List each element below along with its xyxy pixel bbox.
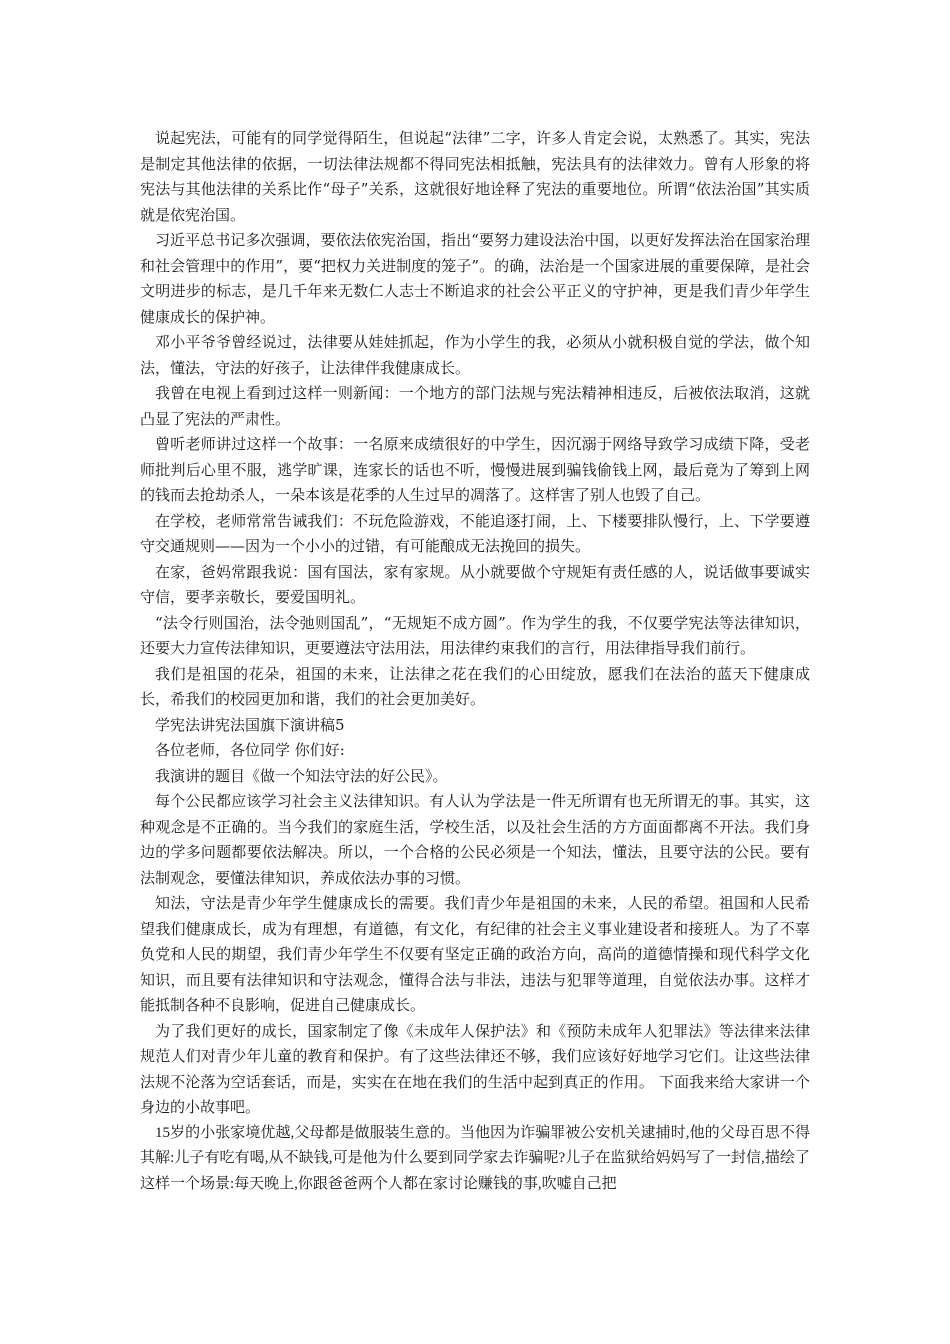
paragraph: 知法，守法是青少年学生健康成长的需要。我们青少年是祖国的未来，人民的希望。祖国和人民希望我们健康成长，成为有理想，有道德，有文化，有纪律的社会主义事业建设者和接班人。为了不辜负党和人民的期望，我们青少年学生不仅要有坚定正确的政治方向，高尚的道德情操和现代科学文化知识，而且要有法律知识和守法观念，懂得合法与非法，违法与犯罪等道理，自觉依法办事。这样才能抵制各种不良影响，促进自己健康成长。 [140, 894, 810, 1014]
document-page [140, 126, 810, 1197]
paragraph: “法令行则国治，法令弛则国乱”，“无规矩不成方圆”。作为学生的我，不仅要学宪法等法律知识，还要大力宣传法律知识，更要遵法守法用法，用法律约束我们的言行，用法律指导我们前行。 [140, 613, 810, 657]
speech-title-line: 我演讲的题目《做一个知法守法的好公民》。 [155, 766, 448, 785]
greeting: 各位老师，各位同学 你们好: [155, 741, 345, 759]
paragraph: 在学校，老师常常告诫我们：不玩危险游戏，不能追逐打闹，上、下楼要排队慢行，上、下学要遵守交通规则——因为一个小小的过错，有可能酿成无法挽回的损失。 [140, 511, 810, 555]
paragraph: 邓小平爷爷曾经说过，法律要从娃娃抓起，作为小学生的我，必须从小就积极自觉的学法，做个知法，懂法，守法的好孩子，让法律伴我健康成长。 [140, 333, 810, 377]
paragraph: 曾听老师讲过这样一个故事：一名原来成绩很好的中学生，因沉溺于网络导致学习成绩下降，受老师批判后心里不服，逃学旷课，连家长的话也不听，慢慢进展到骗钱偷钱上网，最后竟为了筹到上网的钱而去抢劫杀人，一朵本该是花季的人生过早的凋落了。这样害了别人也毁了自己。 [140, 435, 810, 504]
paragraph: 15岁的小张家境优越,父母都是做服装生意的。当他因为诈骗罪被公安机关逮捕时,他的父母百思不得其解:儿子有吃有喝,从不缺钱,可是他为什么要到同学家去诈骗呢?儿子在监狱给妈妈写了一封信,描绘了这样一个场景:每天晚上,你跟爸爸两个人都在家讨论赚钱的事,吹嘘自己把 [140, 1124, 810, 1192]
paragraph: 每个公民都应该学习社会主义法律知识。有人认为学法是一件无所谓有也无所谓无的事。其实，这种观念是不正确的。当今我们的家庭生活，学校生活，以及社会生活的方方面面都离不开法。我们身边的学多问题都要依法解决。所以，一个合格的公民必须是一个知法，懂法，且要守法的公民。要有法制观念，要懂法律知识，养成依法办事的习惯。 [140, 792, 810, 887]
section-heading: 学宪法讲宪法国旗下演讲稿5 [155, 715, 345, 734]
paragraph: 说起宪法，可能有的同学觉得陌生，但说起“法律”二字，许多人肯定会说，太熟悉了。其实，宪法是制定其他法律的依据，一切法律法规都不得同宪法相抵触，宪法具有的法律效力。曾有人形象的将宪法与其他法律的关系比作“母子”关系，这就很好地诠释了宪法的重要地位。所谓“依法治国”其实质就是依宪治国。 [140, 129, 810, 224]
paragraph: 我曾在电视上看到过这样一则新闻：一个地方的部门法规与宪法精神相违反，后被依法取消，这就凸显了宪法的严肃性。 [140, 384, 810, 428]
paragraph: 习近平总书记多次强调，要依法依宪治国，指出“要努力建设法治中国，以更好发挥法治在国家治理和社会管理中的作用”，要“把权力关进制度的笼子”。的确，法治是一个国家进展的重要保障，是社会文明进步的标志，是几千年来无数仁人志士不断追求的社会公平正义的守护神，更是我们青少年学生健康成长的保护神。 [140, 231, 810, 326]
paragraph: 我们是祖国的花朵，祖国的未来，让法律之花在我们的心田绽放，愿我们在法治的蓝天下健康成长，希我们的校园更加和谐，我们的社会更加美好。 [140, 664, 810, 708]
paragraph: 在家，爸妈常跟我说：国有国法，家有家规。从小就要做个守规矩有责任感的人，说话做事要诚实守信，要孝亲敬长，要爱国明礼。 [140, 562, 810, 606]
paragraph: 为了我们更好的成长，国家制定了像《未成年人保护法》和《预防未成年人犯罪法》等法律来法律规范人们对青少年儿童的教育和保护。有了这些法律还不够，我们应该好好地学习它们。让这些法律法规不沦落为空话套话，而是，实实在在地在我们的生活中起到真正的作用。 下面我来给大家讲一个身边的小故事吧。 [140, 1021, 810, 1116]
